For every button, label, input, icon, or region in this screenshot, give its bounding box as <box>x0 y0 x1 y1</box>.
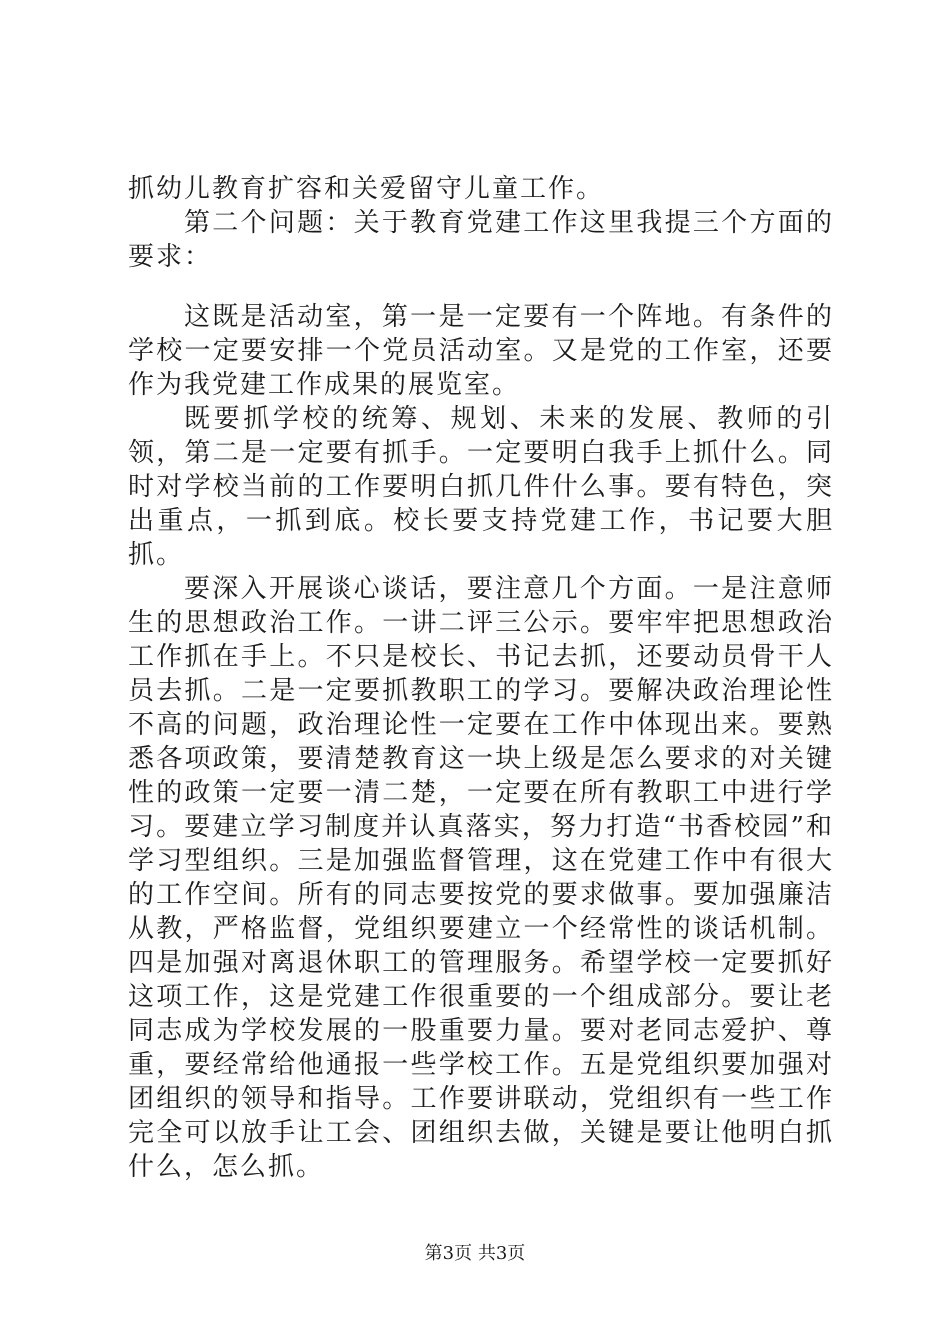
paragraph-3: 这既是活动室，第一是一定要有一个阵地。有条件的学校一定要安排一个党员活动室。又是党的工作室，还要作为我党建工作成果的展览室。 <box>128 302 834 400</box>
paragraph-5: 要深入开展谈心谈话，要注意几个方面。一是注意师生的思想政治工作。一讲二评三公示。要牢牢把思想政治工作抓在手上。不只是校长、书记去抓，还要动员骨干人员去抓。二是一定要抓教职工的学习。要解决政治理论性不高的问题，政治理论性一定要在工作中体现出来。要熟悉各项政策，要清楚教育这一块上级是怎么要求的对关键性的政策一定要一清二楚，一定要在所有教职工中进行学习。要建立学习制度并认真落实，努力打造“书香校园”和学习型组织。三是加强监督管理，这在党建工作中有很大的工作空间。所有的同志要按党的要求做事。要加强廉洁从教，严格监督，党组织要建立一个经常性的谈话机制。四是加强对离退休职工的管理服务。希望学校一定要抓好这项工作，这是党建工作很重要的一个组成部分。要让老同志成为学校发展的一股重要力量。要对老同志爱护、尊重，要经常给他通报一些学校工作。五是党组织要加强对团组织的领导和指导。工作要讲联动，党组织有一些工作完全可以放手让工会、团组织去做，关键是要让他明白抓什么，怎么抓。 <box>128 574 834 1182</box>
paragraph-1: 抓幼儿教育扩容和关爱留守儿童工作。 <box>128 174 605 204</box>
page-footer: 第3页 共3页 <box>424 1243 526 1264</box>
paragraph-2: 第二个问题：关于教育党建工作这里我提三个方面的要求： <box>128 208 834 272</box>
paragraph-4: 既要抓学校的统筹、规划、未来的发展、教师的引领，第二是一定要有抓手。一定要明白我手上抓什么。同时对学校当前的工作要明白抓几件什么事。要有特色，突出重点，一抓到底。校长要支持党建工作，书记要大胆抓。 <box>128 404 834 570</box>
document-body <box>128 172 834 1184</box>
